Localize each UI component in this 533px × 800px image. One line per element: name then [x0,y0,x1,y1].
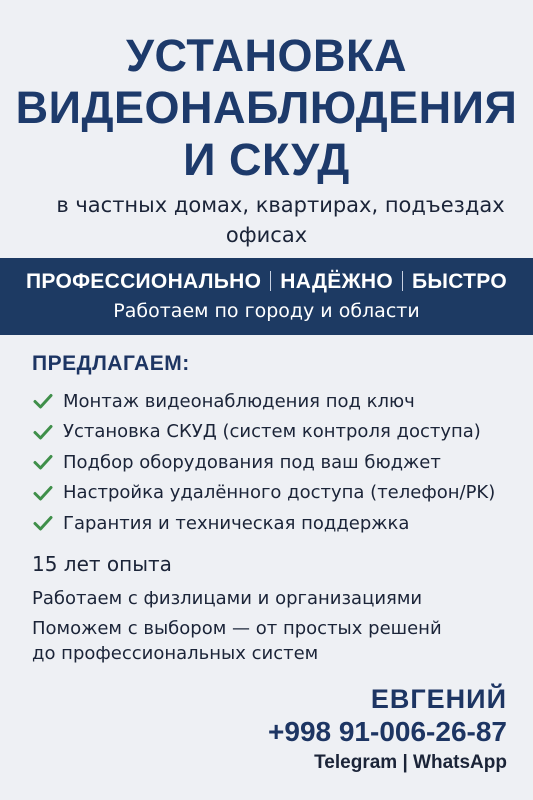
check-icon [32,484,54,502]
divider [402,271,403,291]
contact-block [268,683,507,777]
contact-messengers: Telegram | WhatsApp [314,752,507,773]
list-item [32,447,495,478]
about-line: до профессиональных систем [32,643,319,664]
contact-phone[interactable]: +998 91-006-26-87 [268,716,507,747]
list-item [32,417,495,448]
coverage-text: Работаем по городу и области [113,300,420,322]
list-item [32,508,495,539]
offer-text: Настройка удалённого доступа (телефон/PK) [63,482,496,504]
offer-text: Гарантия и техническая поддержка [63,512,410,534]
list-item [32,386,495,417]
title-line: УСТАНОВКА [126,30,407,81]
subtitle [0,190,533,250]
check-icon [32,514,54,532]
subtitle-line: офисах [225,223,308,247]
check-icon [32,392,54,410]
offers-list [32,386,495,539]
feature-banner [0,258,533,335]
about-text [32,586,442,666]
about-line: Поможем с выбором — от простых решенй [32,618,442,639]
feature-list [0,268,533,296]
feature-fast: БЫСТРО [411,270,507,293]
check-icon [32,423,54,441]
list-item [32,478,495,509]
experience-text: 15 лет опыта [32,552,172,576]
check-icon [32,453,54,471]
offer-text: Установка СКУД (систем контроля доступа) [63,421,481,443]
about-line: Работаем с физлицами и организациями [32,588,423,609]
offer-text: Подбор оборудования под ваш бюджет [63,451,441,473]
title [0,30,533,186]
feature-reliable: НАДЁЖНО [280,270,393,293]
offer-text: Монтаж видеонаблюдения под ключ [63,390,415,412]
feature-professional: ПРОФЕССИОНАЛЬНО [26,270,262,293]
subtitle-line: в частных домах, квартирах, подъездах [56,193,505,217]
title-line: ВИДЕОНАБЛЮДЕНИЯ [15,82,518,133]
contact-name: ЕВГЕНИЙ [370,684,507,714]
offers-heading: ПРЕДЛАГАЕМ: [32,352,190,375]
divider [270,271,271,291]
title-line: И СКУД [183,134,350,185]
